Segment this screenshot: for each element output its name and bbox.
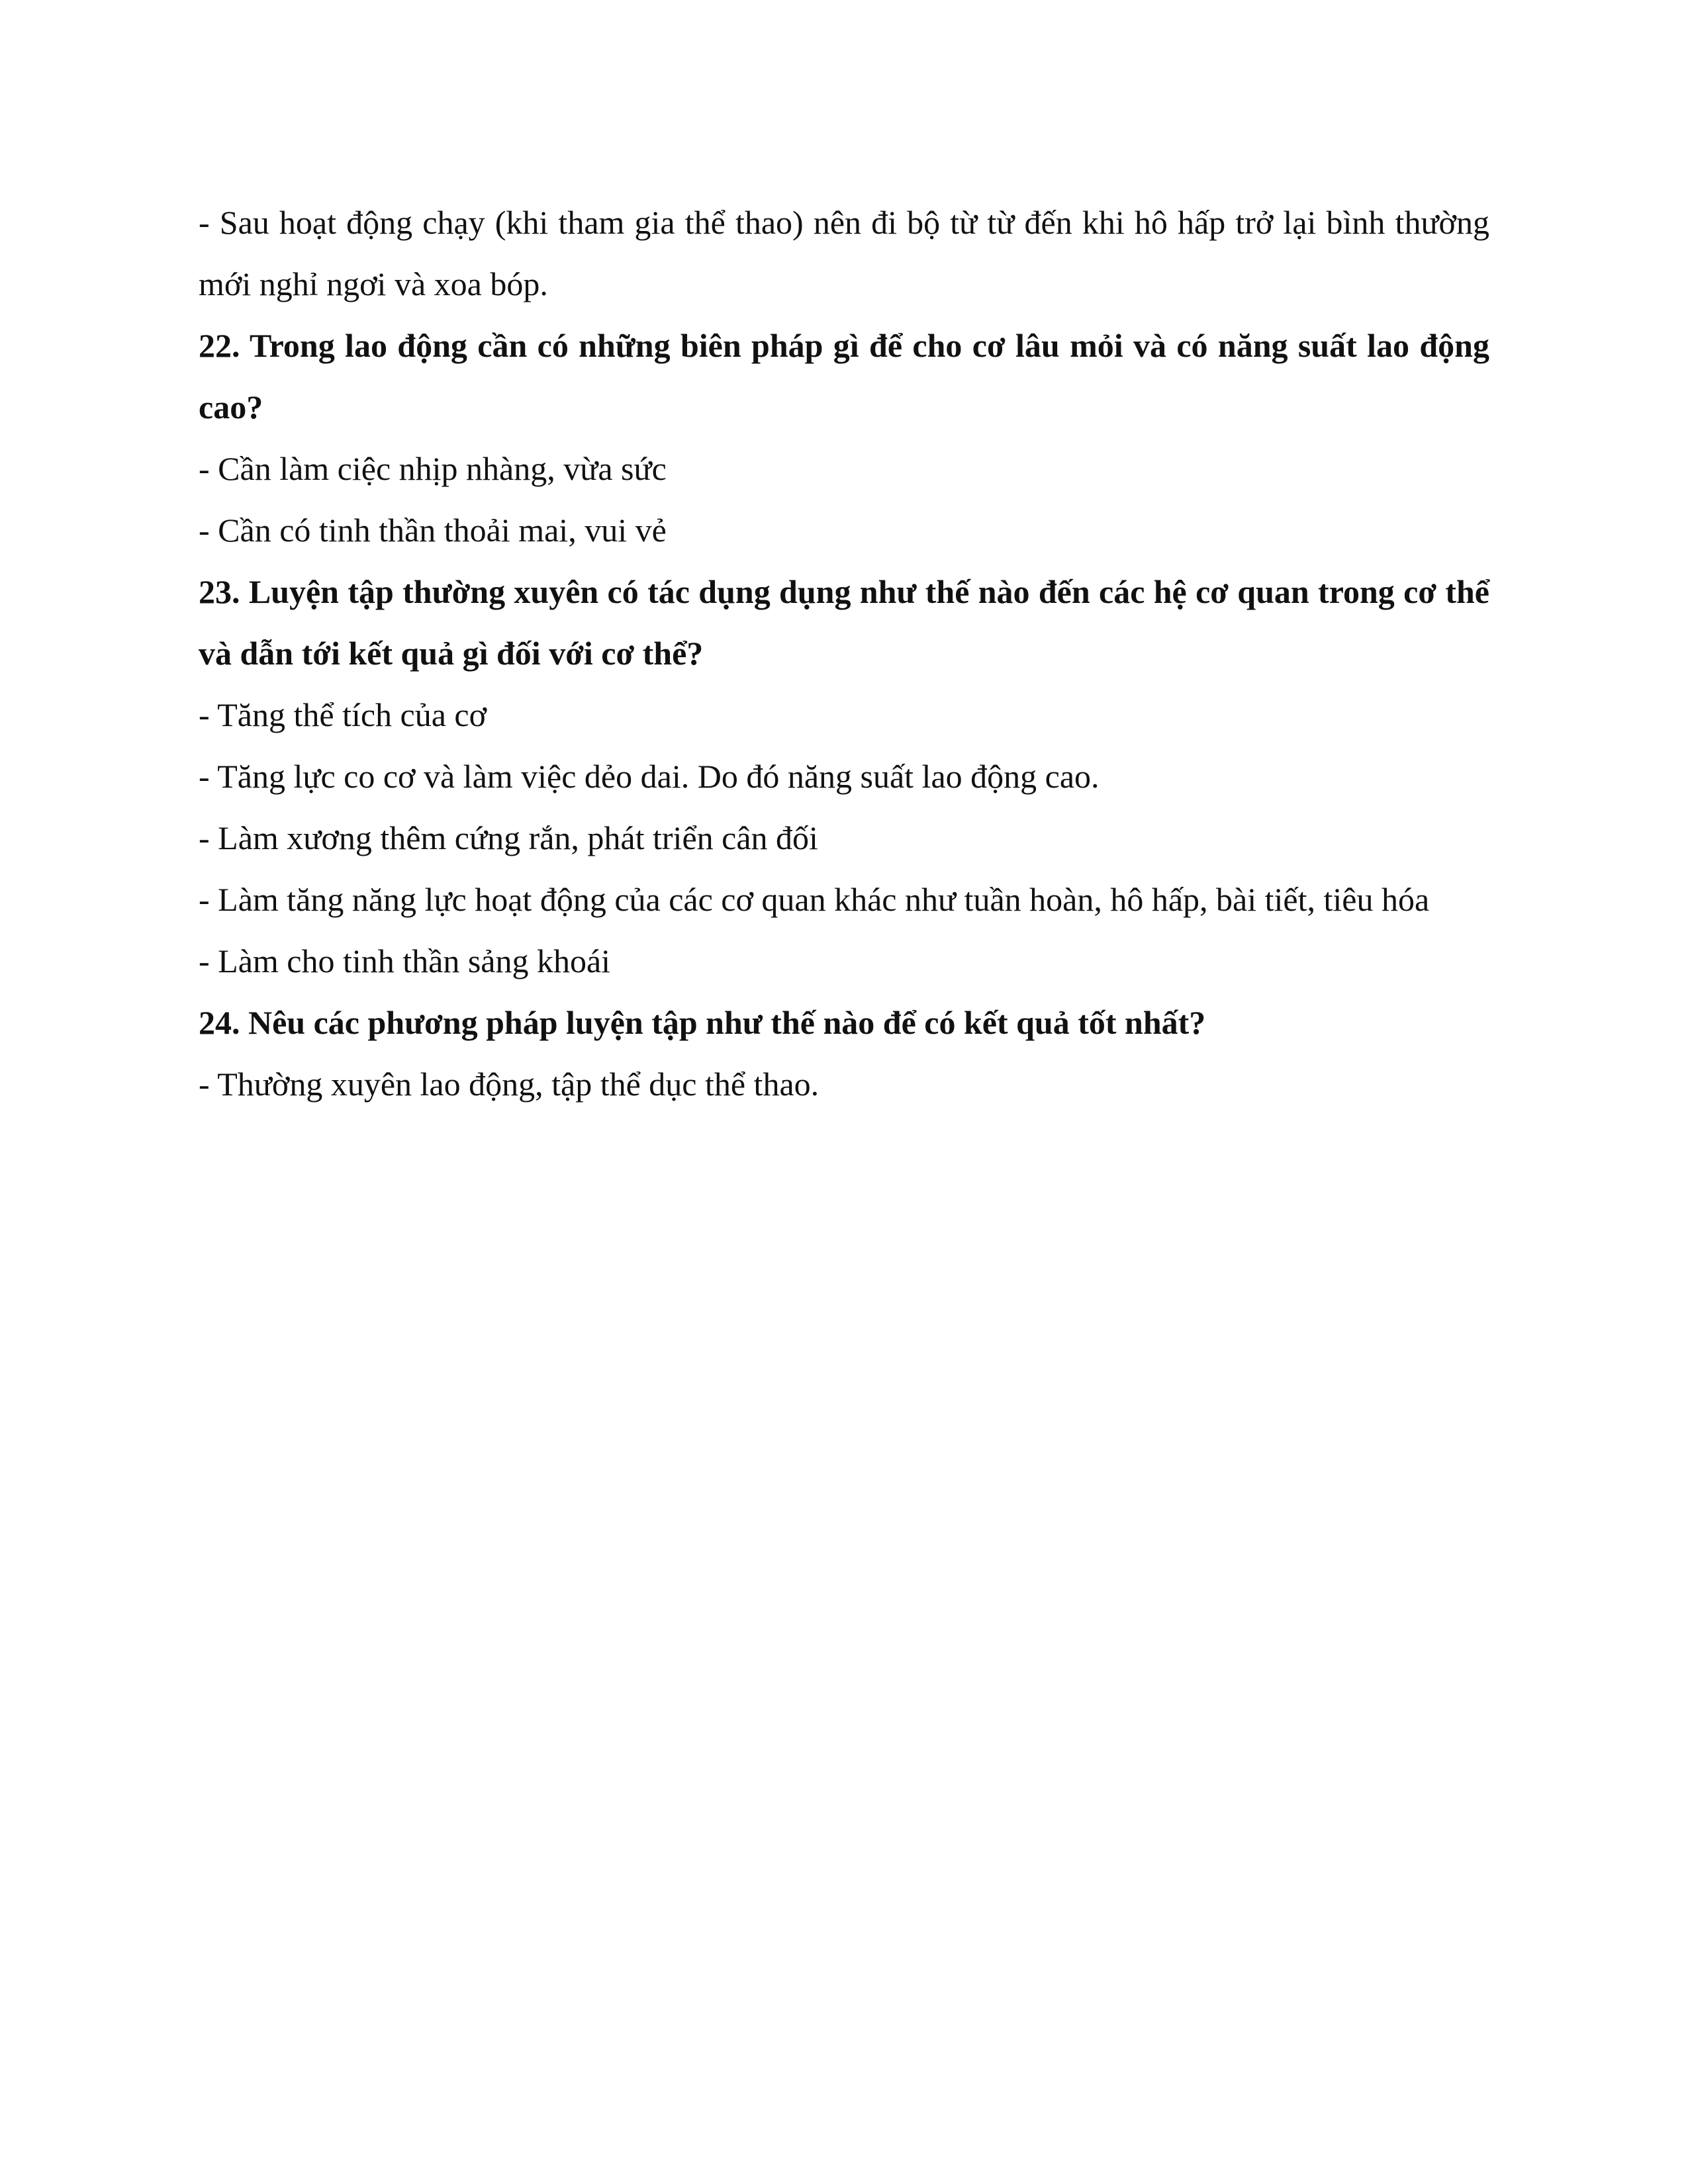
question-heading: 24. Nêu các phương pháp luyện tập như thế nào để có kết quả tốt nhất? <box>199 1004 1206 1041</box>
question-heading: 23. Luyện tập thường xuyên có tác dụng dụng như thế nào đến các hệ cơ quan trong cơ thể và dẫn tới kết quả gì đối với cơ thể? <box>199 573 1489 672</box>
answer-line: - Làm tăng năng lực hoạt động của các cơ quan khác như tuần hoàn, hô hấp, bài tiết, tiêu hóa <box>199 881 1430 918</box>
document-body <box>199 192 1489 1115</box>
answer-line: - Tăng lực co cơ và làm việc dẻo dai. Do đó năng suất lao động cao. <box>199 758 1100 795</box>
answer-line: - Tăng thể tích của cơ <box>199 696 487 733</box>
answer-line: - Làm xương thêm cứng rắn, phát triển cân đối <box>199 819 818 856</box>
answer-line: - Cần làm ciệc nhịp nhàng, vừa sức <box>199 450 667 487</box>
answer-line: - Sau hoạt động chạy (khi tham gia thể thao) nên đi bộ từ từ đến khi hô hấp trở lại bình thường mới nghỉ ngơi và xoa bóp. <box>199 204 1489 302</box>
answer-line: - Làm cho tinh thần sảng khoái <box>199 942 611 979</box>
question-heading: 22. Trong lao động cần có những biên pháp gì để cho cơ lâu mỏi và có năng suất lao động cao? <box>199 327 1489 426</box>
answer-line: - Cần có tinh thần thoải mai, vui vẻ <box>199 512 667 549</box>
answer-line: - Thường xuyên lao động, tập thể dục thể thao. <box>199 1066 820 1103</box>
